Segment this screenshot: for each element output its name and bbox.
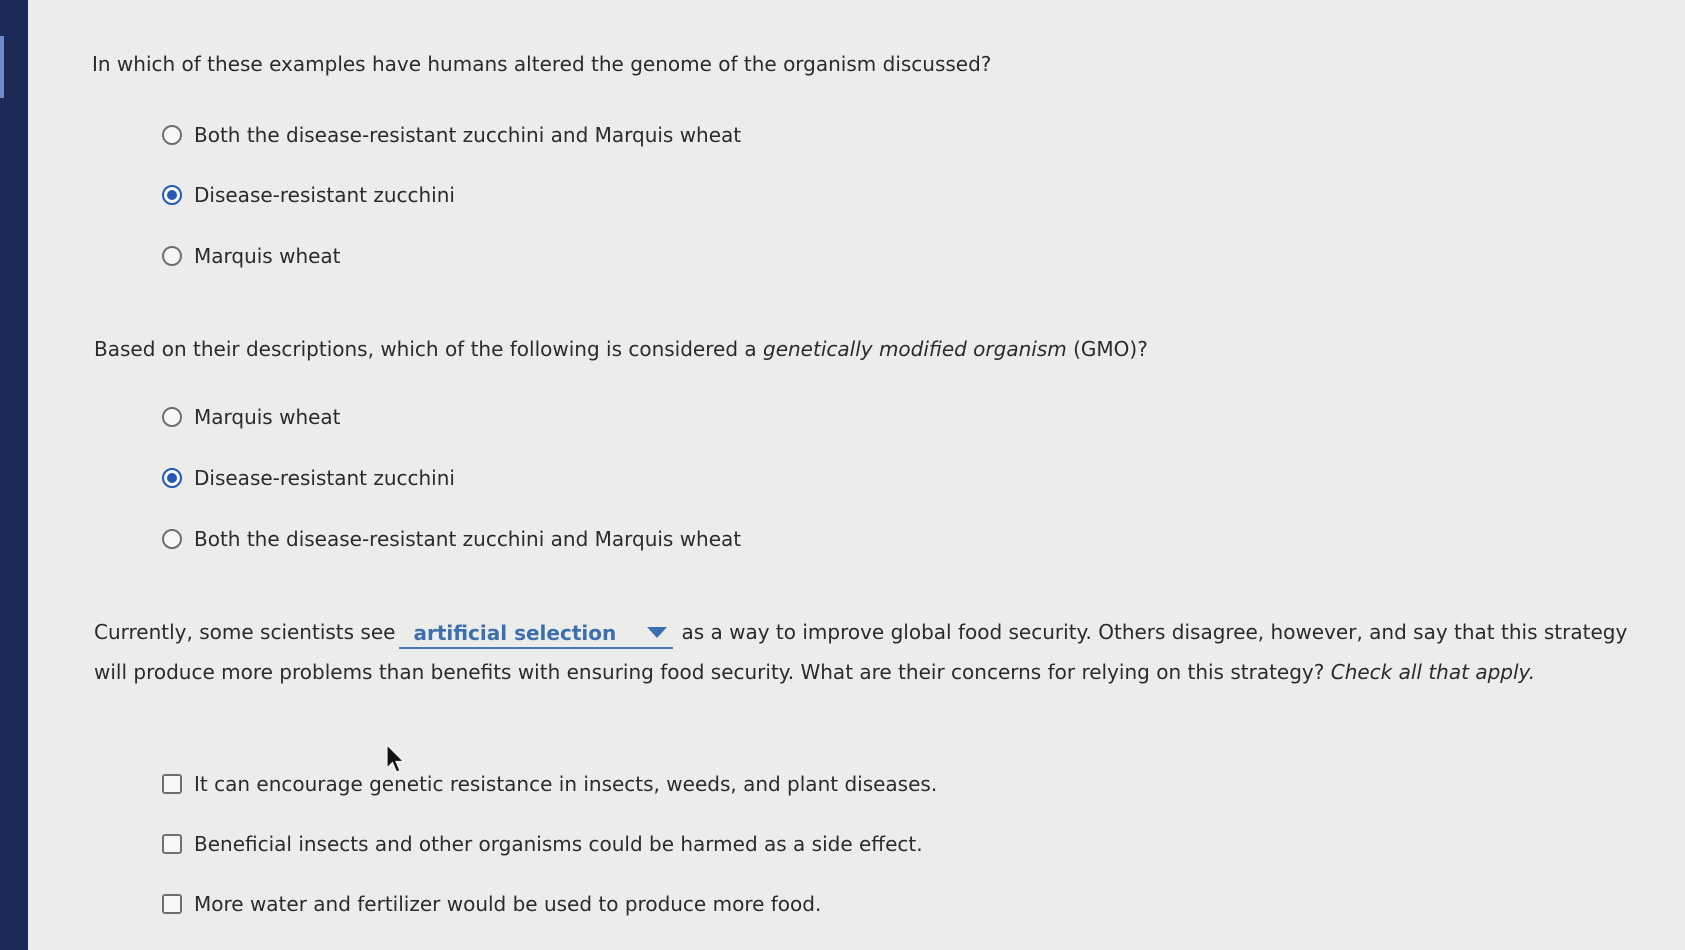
- option-label: Disease-resistant zucchini: [194, 466, 455, 490]
- q2-option-both[interactable]: [162, 525, 741, 553]
- checkbox-unchecked[interactable]: [162, 834, 182, 854]
- q2-text-italic: genetically modified organism: [763, 337, 1067, 361]
- radio-unselected[interactable]: [162, 407, 182, 427]
- q3-text-after: as a way to improve global food security. Others disagree, however, and say that this strategy will produce more problems than benefits with ensuring food security. What are their concerns for relying on this strategy?: [94, 620, 1628, 684]
- q3-option-resistance[interactable]: [162, 770, 937, 798]
- q2-text-after: (GMO)?: [1066, 337, 1148, 361]
- chevron-down-icon[interactable]: [647, 627, 667, 638]
- option-label: Both the disease-resistant zucchini and Marquis wheat: [194, 527, 742, 551]
- q1-option-both[interactable]: [162, 121, 741, 149]
- option-label: Both the disease-resistant zucchini and Marquis wheat: [194, 123, 742, 147]
- radio-unselected[interactable]: [162, 246, 182, 266]
- option-label: More water and fertilizer would be used to produce more food.: [194, 892, 822, 916]
- q2-option-zucchini[interactable]: [162, 464, 455, 492]
- q2-text-before: Based on their descriptions, which of the following is considered a: [94, 337, 763, 361]
- sidebar-accent: [0, 36, 4, 98]
- q3-text-italic: Check all that apply.: [1330, 660, 1536, 684]
- option-label: Marquis wheat: [194, 405, 341, 429]
- option-label: Disease-resistant zucchini: [194, 183, 455, 207]
- dropdown-value: artificial selection: [413, 620, 617, 645]
- radio-selected[interactable]: [162, 185, 182, 205]
- radio-unselected[interactable]: [162, 529, 182, 549]
- question-3-text: [94, 612, 1644, 692]
- q3-option-water-fertilizer[interactable]: [162, 890, 821, 918]
- checkbox-unchecked[interactable]: [162, 894, 182, 914]
- strategy-dropdown[interactable]: [399, 619, 673, 649]
- question-page: [28, 0, 1685, 950]
- checkbox-unchecked[interactable]: [162, 774, 182, 794]
- left-sidebar: [0, 0, 28, 950]
- q1-option-wheat[interactable]: [162, 242, 341, 270]
- radio-unselected[interactable]: [162, 125, 182, 145]
- radio-selected[interactable]: [162, 468, 182, 488]
- q3-text-before: Currently, some scientists see: [94, 620, 396, 644]
- question-1-text: In which of these examples have humans altered the genome of the organism discussed?: [92, 52, 992, 76]
- option-label: It can encourage genetic resistance in insects, weeds, and plant diseases.: [194, 772, 938, 796]
- q1-option-zucchini[interactable]: [162, 181, 455, 209]
- option-label: Beneficial insects and other organisms could be harmed as a side effect.: [194, 832, 923, 856]
- mouse-pointer-icon: [386, 744, 406, 774]
- q3-option-beneficial-insects[interactable]: [162, 830, 923, 858]
- q2-option-wheat[interactable]: [162, 403, 341, 431]
- question-2-text: [94, 329, 1148, 369]
- option-label: Marquis wheat: [194, 244, 341, 268]
